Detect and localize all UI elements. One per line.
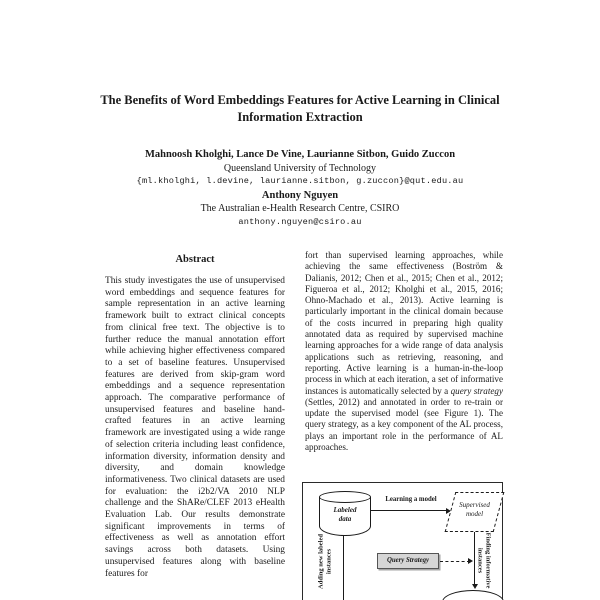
finding-informative-label: Finding informative instances bbox=[477, 532, 492, 589]
adding-new-labeled-label: Adding new labeled instances bbox=[317, 534, 332, 589]
paper-title: The Benefits of Word Embeddings Features for Active Learning in Clinical Information Extraction bbox=[100, 93, 500, 124]
unlabeled-data-pool-ellipse bbox=[442, 590, 504, 600]
left-column bbox=[100, 248, 290, 600]
learning-a-model-label: Learning a model bbox=[385, 496, 437, 503]
labeled-data-label: Labeled data bbox=[333, 506, 357, 523]
query-strategy-dashed-connector bbox=[440, 561, 470, 562]
query-strategy-term: query strategy bbox=[450, 385, 503, 396]
supervised-model-node bbox=[450, 492, 499, 532]
query-arrowhead-icon bbox=[468, 558, 473, 564]
intro-text-after: (Settles, 2012) and annotated in order to re-train or update the supervised model (see Figure 1). The query strategy, as a key component of the AL process, plays an important role in the performance of AL approaches. bbox=[305, 396, 503, 453]
supervised-model-label: Supervised model bbox=[459, 501, 490, 518]
labeled-data-cylinder bbox=[319, 491, 371, 536]
abstract-text: This study investigates the use of unsupervised word embeddings and sequence features for sample representation in an active learning framework built to extract clinical concepts from clinical free text. The objective is to further reduce the manual annotation effort while achieving higher effectiveness compared to a set of baseline features. Unsupervised features are derived from skip-gram word embeddings and a sequence representation approach. The comparative performance of unsupervised features and baseline hand-crafted features in an active learning framework are investigated using a wide range of selection criteria including least confidence, information diversity, information density and diversity, and domain knowledge informativeness. Two clinical datasets are used for evaluation: the i2b2/VA 2010 NLP challenge and the ShARe/CLEF 2013 eHealth Evaluation Lab. Our results demonstrate significant improvements in terms of effectiveness as well as annotation effort savings across both datasets. Using unsupervised features along with baseline features for bbox=[105, 276, 285, 579]
finding-arrow-line bbox=[474, 532, 475, 586]
author-names-group2: Anthony Nguyen bbox=[261, 189, 339, 201]
figure-1-active-learning-diagram bbox=[302, 482, 503, 600]
author-names-group1: Mahnoosh Kholghi, Lance De Vine, Laurianne Sitbon, Guido Zuccon bbox=[144, 149, 456, 160]
affiliation-group1: Queensland University of Technology bbox=[223, 162, 377, 174]
author-block bbox=[0, 148, 600, 229]
introduction-text bbox=[305, 250, 503, 453]
intro-text-before: fort than supervised learning approaches, while achieving the same effectiveness (Boström & Dalianis, 2012; Chen et al., 2015; Chen et al., 2012; Figueroa et al., 2012; Kholghi et al., 2015, 2016; Ohno-Machado et al., 2013). Active learning is particularly important in the clinical domain because of the costs incurred in preparing high quality annotated data as required by supervised machine learning approaches for a wide range of data analysis applications such as retrieving, reasoning, and reporting. Active learning is a human-in-the-loop process in which at each iteration, a set of informative instances is automatically selected by a bbox=[305, 250, 503, 396]
abstract-heading: Abstract bbox=[175, 254, 215, 265]
learning-arrow-line bbox=[371, 510, 447, 511]
affiliation-group2: The Australian e-Health Research Centre, CSIRO bbox=[200, 203, 400, 214]
email-group2: anthony.nguyen@csiro.au bbox=[238, 216, 362, 227]
query-strategy-label: Query Strategy bbox=[386, 557, 430, 564]
right-column bbox=[305, 248, 503, 453]
adding-arrow-line bbox=[343, 536, 344, 600]
query-strategy-box bbox=[377, 553, 439, 569]
cylinder-top-ellipse bbox=[319, 491, 371, 503]
email-group1: {ml.kholghi, l.devine, laurianne.sitbon, g.zuccon}@qut.edu.au bbox=[136, 176, 464, 186]
